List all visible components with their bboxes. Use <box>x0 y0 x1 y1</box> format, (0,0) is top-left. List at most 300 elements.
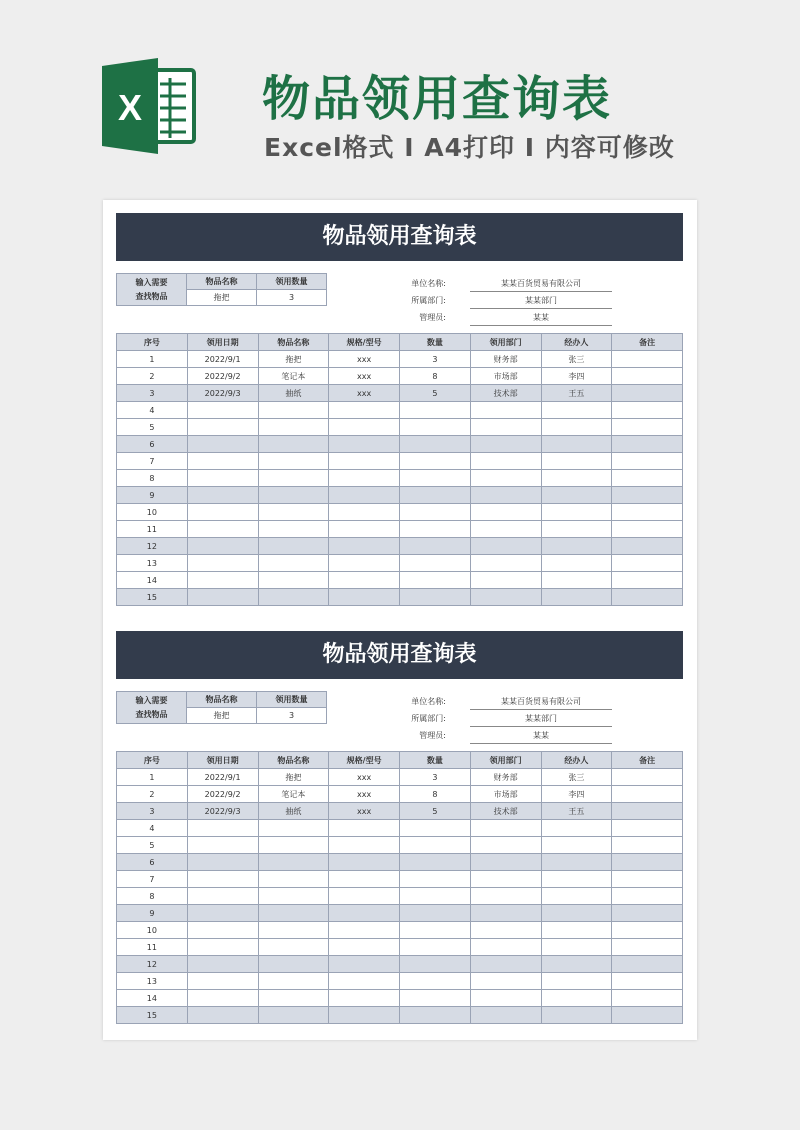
table-cell[interactable]: 14 <box>117 990 188 1007</box>
table-cell[interactable] <box>329 956 400 973</box>
table-cell[interactable] <box>541 973 612 990</box>
table-cell[interactable] <box>541 453 612 470</box>
table-cell[interactable] <box>541 504 612 521</box>
table-cell[interactable] <box>187 990 258 1007</box>
table-cell[interactable] <box>329 555 400 572</box>
table-cell[interactable] <box>258 436 329 453</box>
table-cell[interactable] <box>470 956 541 973</box>
table-cell[interactable] <box>612 453 683 470</box>
table-cell[interactable] <box>329 589 400 606</box>
table-cell[interactable] <box>329 820 400 837</box>
table-cell[interactable] <box>541 470 612 487</box>
records-table <box>116 751 683 1024</box>
table-cell[interactable] <box>400 402 471 419</box>
table-row <box>117 453 683 470</box>
column-header: 经办人 <box>541 752 612 769</box>
table-row <box>117 589 683 606</box>
table-cell[interactable] <box>258 939 329 956</box>
promo-header <box>0 0 800 200</box>
table-cell[interactable] <box>470 521 541 538</box>
table-cell[interactable] <box>612 922 683 939</box>
query-qty-value: 3 <box>257 290 327 306</box>
table-cell[interactable]: 2022/9/2 <box>187 786 258 803</box>
table-cell[interactable]: 12 <box>117 538 188 555</box>
table-cell[interactable] <box>187 504 258 521</box>
table-cell[interactable]: 3 <box>117 803 188 820</box>
column-header: 数量 <box>400 334 471 351</box>
table-cell[interactable] <box>612 351 683 368</box>
table-cell[interactable] <box>400 436 471 453</box>
table-cell[interactable] <box>470 922 541 939</box>
table-cell[interactable] <box>612 871 683 888</box>
table-cell[interactable]: 3 <box>117 385 188 402</box>
table-cell[interactable] <box>612 956 683 973</box>
table-cell[interactable] <box>258 837 329 854</box>
form-block-1 <box>116 213 683 606</box>
table-cell[interactable] <box>329 487 400 504</box>
department-value[interactable]: 某某部门 <box>470 713 612 727</box>
table-cell[interactable] <box>187 453 258 470</box>
table-cell[interactable]: 3 <box>400 769 471 786</box>
table-cell[interactable]: 10 <box>117 922 188 939</box>
column-header: 规格/型号 <box>329 752 400 769</box>
table-cell[interactable] <box>187 487 258 504</box>
table-cell[interactable] <box>400 504 471 521</box>
table-cell[interactable]: xxx <box>329 769 400 786</box>
table-cell[interactable]: 13 <box>117 973 188 990</box>
table-cell[interactable] <box>400 905 471 922</box>
table-cell[interactable] <box>541 402 612 419</box>
table-cell[interactable] <box>612 504 683 521</box>
table-cell[interactable] <box>187 905 258 922</box>
table-cell[interactable] <box>612 487 683 504</box>
table-cell[interactable] <box>329 973 400 990</box>
table-cell[interactable] <box>187 521 258 538</box>
table-cell[interactable] <box>400 871 471 888</box>
table-cell[interactable] <box>612 854 683 871</box>
table-cell[interactable] <box>258 820 329 837</box>
query-item-input[interactable]: 拖把 <box>187 708 257 724</box>
table-cell[interactable]: 13 <box>117 555 188 572</box>
table-cell[interactable] <box>541 854 612 871</box>
table-cell[interactable] <box>612 769 683 786</box>
table-row <box>117 419 683 436</box>
table-row <box>117 1007 683 1024</box>
table-cell[interactable] <box>329 504 400 521</box>
table-cell[interactable] <box>612 803 683 820</box>
table-row <box>117 504 683 521</box>
table-cell[interactable]: xxx <box>329 351 400 368</box>
table-cell[interactable] <box>187 922 258 939</box>
table-cell[interactable] <box>470 939 541 956</box>
table-cell[interactable] <box>329 521 400 538</box>
table-cell[interactable] <box>470 436 541 453</box>
table-cell[interactable] <box>612 572 683 589</box>
table-cell[interactable] <box>470 555 541 572</box>
table-cell[interactable] <box>329 854 400 871</box>
table-cell[interactable] <box>187 555 258 572</box>
table-cell[interactable]: 笔记本 <box>258 368 329 385</box>
table-cell[interactable]: 5 <box>400 385 471 402</box>
table-cell[interactable]: 李四 <box>541 368 612 385</box>
unit-name-value[interactable]: 某某百货贸易有限公司 <box>470 696 612 710</box>
table-cell[interactable]: 财务部 <box>470 351 541 368</box>
table-cell[interactable] <box>258 572 329 589</box>
form-block-2 <box>116 631 683 1024</box>
table-cell[interactable]: 4 <box>117 820 188 837</box>
table-row <box>117 939 683 956</box>
table-cell[interactable]: 财务部 <box>470 769 541 786</box>
table-cell[interactable] <box>400 555 471 572</box>
table-cell[interactable]: 笔记本 <box>258 786 329 803</box>
table-cell[interactable] <box>612 555 683 572</box>
table-cell[interactable]: 王五 <box>541 385 612 402</box>
table-cell[interactable] <box>470 538 541 555</box>
table-cell[interactable] <box>612 385 683 402</box>
table-cell[interactable] <box>541 1007 612 1024</box>
table-cell[interactable] <box>541 820 612 837</box>
table-cell[interactable] <box>329 888 400 905</box>
table-row <box>117 368 683 385</box>
table-row <box>117 837 683 854</box>
table-cell[interactable] <box>541 589 612 606</box>
table-cell[interactable] <box>541 888 612 905</box>
table-cell[interactable] <box>470 888 541 905</box>
column-header: 序号 <box>117 334 188 351</box>
table-cell[interactable] <box>258 854 329 871</box>
unit-row <box>386 693 616 710</box>
table-cell[interactable]: xxx <box>329 803 400 820</box>
table-cell[interactable] <box>187 419 258 436</box>
table-cell[interactable] <box>329 453 400 470</box>
table-cell[interactable] <box>187 402 258 419</box>
manager-value[interactable]: 某某 <box>470 730 612 744</box>
query-item-input[interactable]: 拖把 <box>187 290 257 306</box>
table-cell[interactable] <box>329 871 400 888</box>
table-cell[interactable]: 2022/9/3 <box>187 803 258 820</box>
table-cell[interactable]: 技术部 <box>470 385 541 402</box>
query-label: 输入需要 查找物品 <box>117 274 187 306</box>
table-cell[interactable] <box>541 521 612 538</box>
info-area <box>116 261 683 333</box>
table-cell[interactable] <box>541 419 612 436</box>
column-header: 序号 <box>117 752 188 769</box>
table-cell[interactable] <box>470 1007 541 1024</box>
table-cell[interactable] <box>187 854 258 871</box>
column-header: 备注 <box>612 334 683 351</box>
table-cell[interactable]: xxx <box>329 368 400 385</box>
table-cell[interactable]: 2022/9/2 <box>187 368 258 385</box>
table-cell[interactable] <box>541 538 612 555</box>
table-cell[interactable]: 拖把 <box>258 351 329 368</box>
table-row <box>117 351 683 368</box>
table-cell[interactable] <box>541 905 612 922</box>
table-cell[interactable] <box>612 402 683 419</box>
table-row <box>117 572 683 589</box>
table-cell[interactable] <box>400 973 471 990</box>
table-cell[interactable]: 市场部 <box>470 368 541 385</box>
table-cell[interactable] <box>258 589 329 606</box>
table-cell[interactable] <box>329 905 400 922</box>
table-cell[interactable] <box>541 871 612 888</box>
table-cell[interactable] <box>470 905 541 922</box>
table-cell[interactable] <box>187 888 258 905</box>
table-cell[interactable] <box>400 589 471 606</box>
department-label: 所属部门: <box>411 714 446 723</box>
table-cell[interactable] <box>400 939 471 956</box>
table-cell[interactable] <box>612 436 683 453</box>
table-cell[interactable] <box>541 939 612 956</box>
table-cell[interactable] <box>258 453 329 470</box>
table-cell[interactable]: 拖把 <box>258 769 329 786</box>
table-cell[interactable] <box>187 820 258 837</box>
table-cell[interactable] <box>541 922 612 939</box>
table-row <box>117 555 683 572</box>
table-cell[interactable] <box>541 572 612 589</box>
table-cell[interactable] <box>470 487 541 504</box>
table-cell[interactable]: 技术部 <box>470 803 541 820</box>
table-row <box>117 820 683 837</box>
table-cell[interactable] <box>470 402 541 419</box>
table-cell[interactable] <box>612 470 683 487</box>
table-cell[interactable] <box>612 837 683 854</box>
table-cell[interactable] <box>612 589 683 606</box>
table-cell[interactable] <box>187 939 258 956</box>
table-cell[interactable] <box>612 368 683 385</box>
table-cell[interactable] <box>258 905 329 922</box>
table-cell[interactable] <box>400 956 471 973</box>
table-cell[interactable] <box>258 504 329 521</box>
column-header: 领用部门 <box>470 752 541 769</box>
table-cell[interactable] <box>187 871 258 888</box>
table-cell[interactable]: 12 <box>117 956 188 973</box>
column-header: 经办人 <box>541 334 612 351</box>
table-cell[interactable]: 王五 <box>541 803 612 820</box>
table-cell[interactable] <box>187 973 258 990</box>
table-cell[interactable] <box>400 990 471 1007</box>
table-cell[interactable] <box>612 990 683 1007</box>
table-cell[interactable] <box>612 419 683 436</box>
table-cell[interactable]: 8 <box>117 470 188 487</box>
table-cell[interactable] <box>329 419 400 436</box>
table-cell[interactable]: 7 <box>117 453 188 470</box>
table-cell[interactable] <box>470 854 541 871</box>
table-cell[interactable]: 2022/9/3 <box>187 385 258 402</box>
table-cell[interactable]: 张三 <box>541 351 612 368</box>
table-cell[interactable] <box>329 436 400 453</box>
query-table <box>116 691 327 724</box>
table-cell[interactable] <box>400 419 471 436</box>
department-value[interactable]: 某某部门 <box>470 295 612 309</box>
table-cell[interactable] <box>612 939 683 956</box>
table-cell[interactable] <box>541 555 612 572</box>
table-cell[interactable]: 2022/9/1 <box>187 769 258 786</box>
table-cell[interactable] <box>258 538 329 555</box>
column-header: 物品名称 <box>258 752 329 769</box>
table-cell[interactable] <box>470 572 541 589</box>
table-cell[interactable] <box>258 871 329 888</box>
table-cell[interactable] <box>541 990 612 1007</box>
table-cell[interactable]: 市场部 <box>470 786 541 803</box>
table-cell[interactable]: xxx <box>329 786 400 803</box>
unit-name-label: 单位名称: <box>411 279 446 288</box>
table-cell[interactable] <box>258 1007 329 1024</box>
excel-icon <box>100 58 200 154</box>
table-cell[interactable] <box>258 521 329 538</box>
manager-value[interactable]: 某某 <box>470 312 612 326</box>
table-cell[interactable]: 4 <box>117 402 188 419</box>
table-cell[interactable] <box>187 589 258 606</box>
table-cell[interactable] <box>329 922 400 939</box>
table-cell[interactable]: xxx <box>329 385 400 402</box>
table-cell[interactable] <box>612 1007 683 1024</box>
table-cell[interactable] <box>470 871 541 888</box>
table-cell[interactable]: 2 <box>117 786 188 803</box>
table-cell[interactable] <box>470 990 541 1007</box>
table-cell[interactable]: 9 <box>117 487 188 504</box>
table-cell[interactable] <box>541 956 612 973</box>
table-cell[interactable] <box>258 973 329 990</box>
table-cell[interactable] <box>329 1007 400 1024</box>
table-cell[interactable] <box>187 470 258 487</box>
table-cell[interactable] <box>258 470 329 487</box>
table-cell[interactable] <box>541 487 612 504</box>
table-cell[interactable]: 11 <box>117 939 188 956</box>
column-header: 备注 <box>612 752 683 769</box>
table-row <box>117 990 683 1007</box>
manager-label: 管理员: <box>419 313 446 322</box>
table-cell[interactable] <box>400 1007 471 1024</box>
table-cell[interactable] <box>612 905 683 922</box>
table-cell[interactable] <box>187 572 258 589</box>
table-cell[interactable] <box>329 470 400 487</box>
table-cell[interactable]: 9 <box>117 905 188 922</box>
table-cell[interactable] <box>400 854 471 871</box>
table-cell[interactable] <box>258 402 329 419</box>
column-header: 规格/型号 <box>329 334 400 351</box>
table-row <box>117 786 683 803</box>
table-cell[interactable] <box>258 888 329 905</box>
table-cell[interactable]: 5 <box>117 419 188 436</box>
unit-name-value[interactable]: 某某百货贸易有限公司 <box>470 278 612 292</box>
table-cell[interactable] <box>187 956 258 973</box>
table-cell[interactable]: 6 <box>117 436 188 453</box>
table-cell[interactable] <box>541 837 612 854</box>
table-cell[interactable]: 2022/9/1 <box>187 351 258 368</box>
table-cell[interactable] <box>400 521 471 538</box>
table-cell[interactable] <box>400 538 471 555</box>
table-cell[interactable]: 2 <box>117 368 188 385</box>
document-sheet <box>103 200 697 1040</box>
table-cell[interactable]: 5 <box>400 803 471 820</box>
table-cell[interactable] <box>470 470 541 487</box>
table-cell[interactable] <box>258 487 329 504</box>
table-cell[interactable]: 14 <box>117 572 188 589</box>
table-cell[interactable] <box>612 786 683 803</box>
table-header-row <box>117 334 683 351</box>
table-cell[interactable]: 1 <box>117 769 188 786</box>
table-cell[interactable]: 抽纸 <box>258 385 329 402</box>
column-header: 物品名称 <box>258 334 329 351</box>
table-cell[interactable]: 8 <box>400 786 471 803</box>
table-cell[interactable] <box>187 1007 258 1024</box>
table-cell[interactable] <box>258 990 329 1007</box>
table-cell[interactable] <box>400 837 471 854</box>
table-cell[interactable] <box>470 820 541 837</box>
table-cell[interactable] <box>470 973 541 990</box>
table-cell[interactable]: 5 <box>117 837 188 854</box>
table-cell[interactable] <box>187 538 258 555</box>
table-cell[interactable] <box>258 555 329 572</box>
table-cell[interactable] <box>470 419 541 436</box>
table-cell[interactable] <box>329 939 400 956</box>
table-cell[interactable]: 6 <box>117 854 188 871</box>
table-cell[interactable] <box>400 820 471 837</box>
column-header: 领用日期 <box>187 752 258 769</box>
table-cell[interactable] <box>400 487 471 504</box>
form-title: 物品领用查询表 <box>116 631 683 679</box>
table-cell[interactable] <box>470 453 541 470</box>
table-cell[interactable] <box>329 538 400 555</box>
query-table <box>116 273 327 306</box>
table-cell[interactable]: 8 <box>400 368 471 385</box>
table-cell[interactable]: 8 <box>117 888 188 905</box>
table-cell[interactable] <box>470 504 541 521</box>
table-cell[interactable] <box>329 990 400 1007</box>
table-cell[interactable] <box>612 820 683 837</box>
table-row <box>117 905 683 922</box>
table-cell[interactable]: 张三 <box>541 769 612 786</box>
table-header-row <box>117 752 683 769</box>
table-row <box>117 803 683 820</box>
table-cell[interactable] <box>400 888 471 905</box>
table-cell[interactable] <box>329 402 400 419</box>
table-cell[interactable] <box>541 436 612 453</box>
table-cell[interactable] <box>187 436 258 453</box>
table-cell[interactable] <box>612 888 683 905</box>
table-cell[interactable]: 7 <box>117 871 188 888</box>
table-cell[interactable]: 抽纸 <box>258 803 329 820</box>
table-cell[interactable] <box>400 922 471 939</box>
table-cell[interactable]: 15 <box>117 1007 188 1024</box>
table-cell[interactable] <box>400 470 471 487</box>
table-cell[interactable] <box>329 572 400 589</box>
table-cell[interactable] <box>258 956 329 973</box>
table-cell[interactable] <box>329 837 400 854</box>
table-cell[interactable] <box>187 837 258 854</box>
table-cell[interactable] <box>470 837 541 854</box>
info-area <box>116 679 683 751</box>
table-cell[interactable] <box>400 572 471 589</box>
table-row <box>117 385 683 402</box>
table-cell[interactable] <box>258 922 329 939</box>
table-cell[interactable] <box>258 419 329 436</box>
table-cell[interactable] <box>612 538 683 555</box>
table-cell[interactable]: 15 <box>117 589 188 606</box>
table-cell[interactable] <box>612 521 683 538</box>
table-cell[interactable] <box>400 453 471 470</box>
unit-row <box>386 727 616 744</box>
table-cell[interactable] <box>470 589 541 606</box>
table-cell[interactable]: 10 <box>117 504 188 521</box>
table-cell[interactable]: 3 <box>400 351 471 368</box>
table-cell[interactable]: 11 <box>117 521 188 538</box>
page-subtitle: Excel格式 I A4打印 I 内容可修改 <box>264 133 675 162</box>
unit-row <box>386 710 616 727</box>
table-cell[interactable]: 1 <box>117 351 188 368</box>
table-cell[interactable] <box>612 973 683 990</box>
table-cell[interactable]: 李四 <box>541 786 612 803</box>
